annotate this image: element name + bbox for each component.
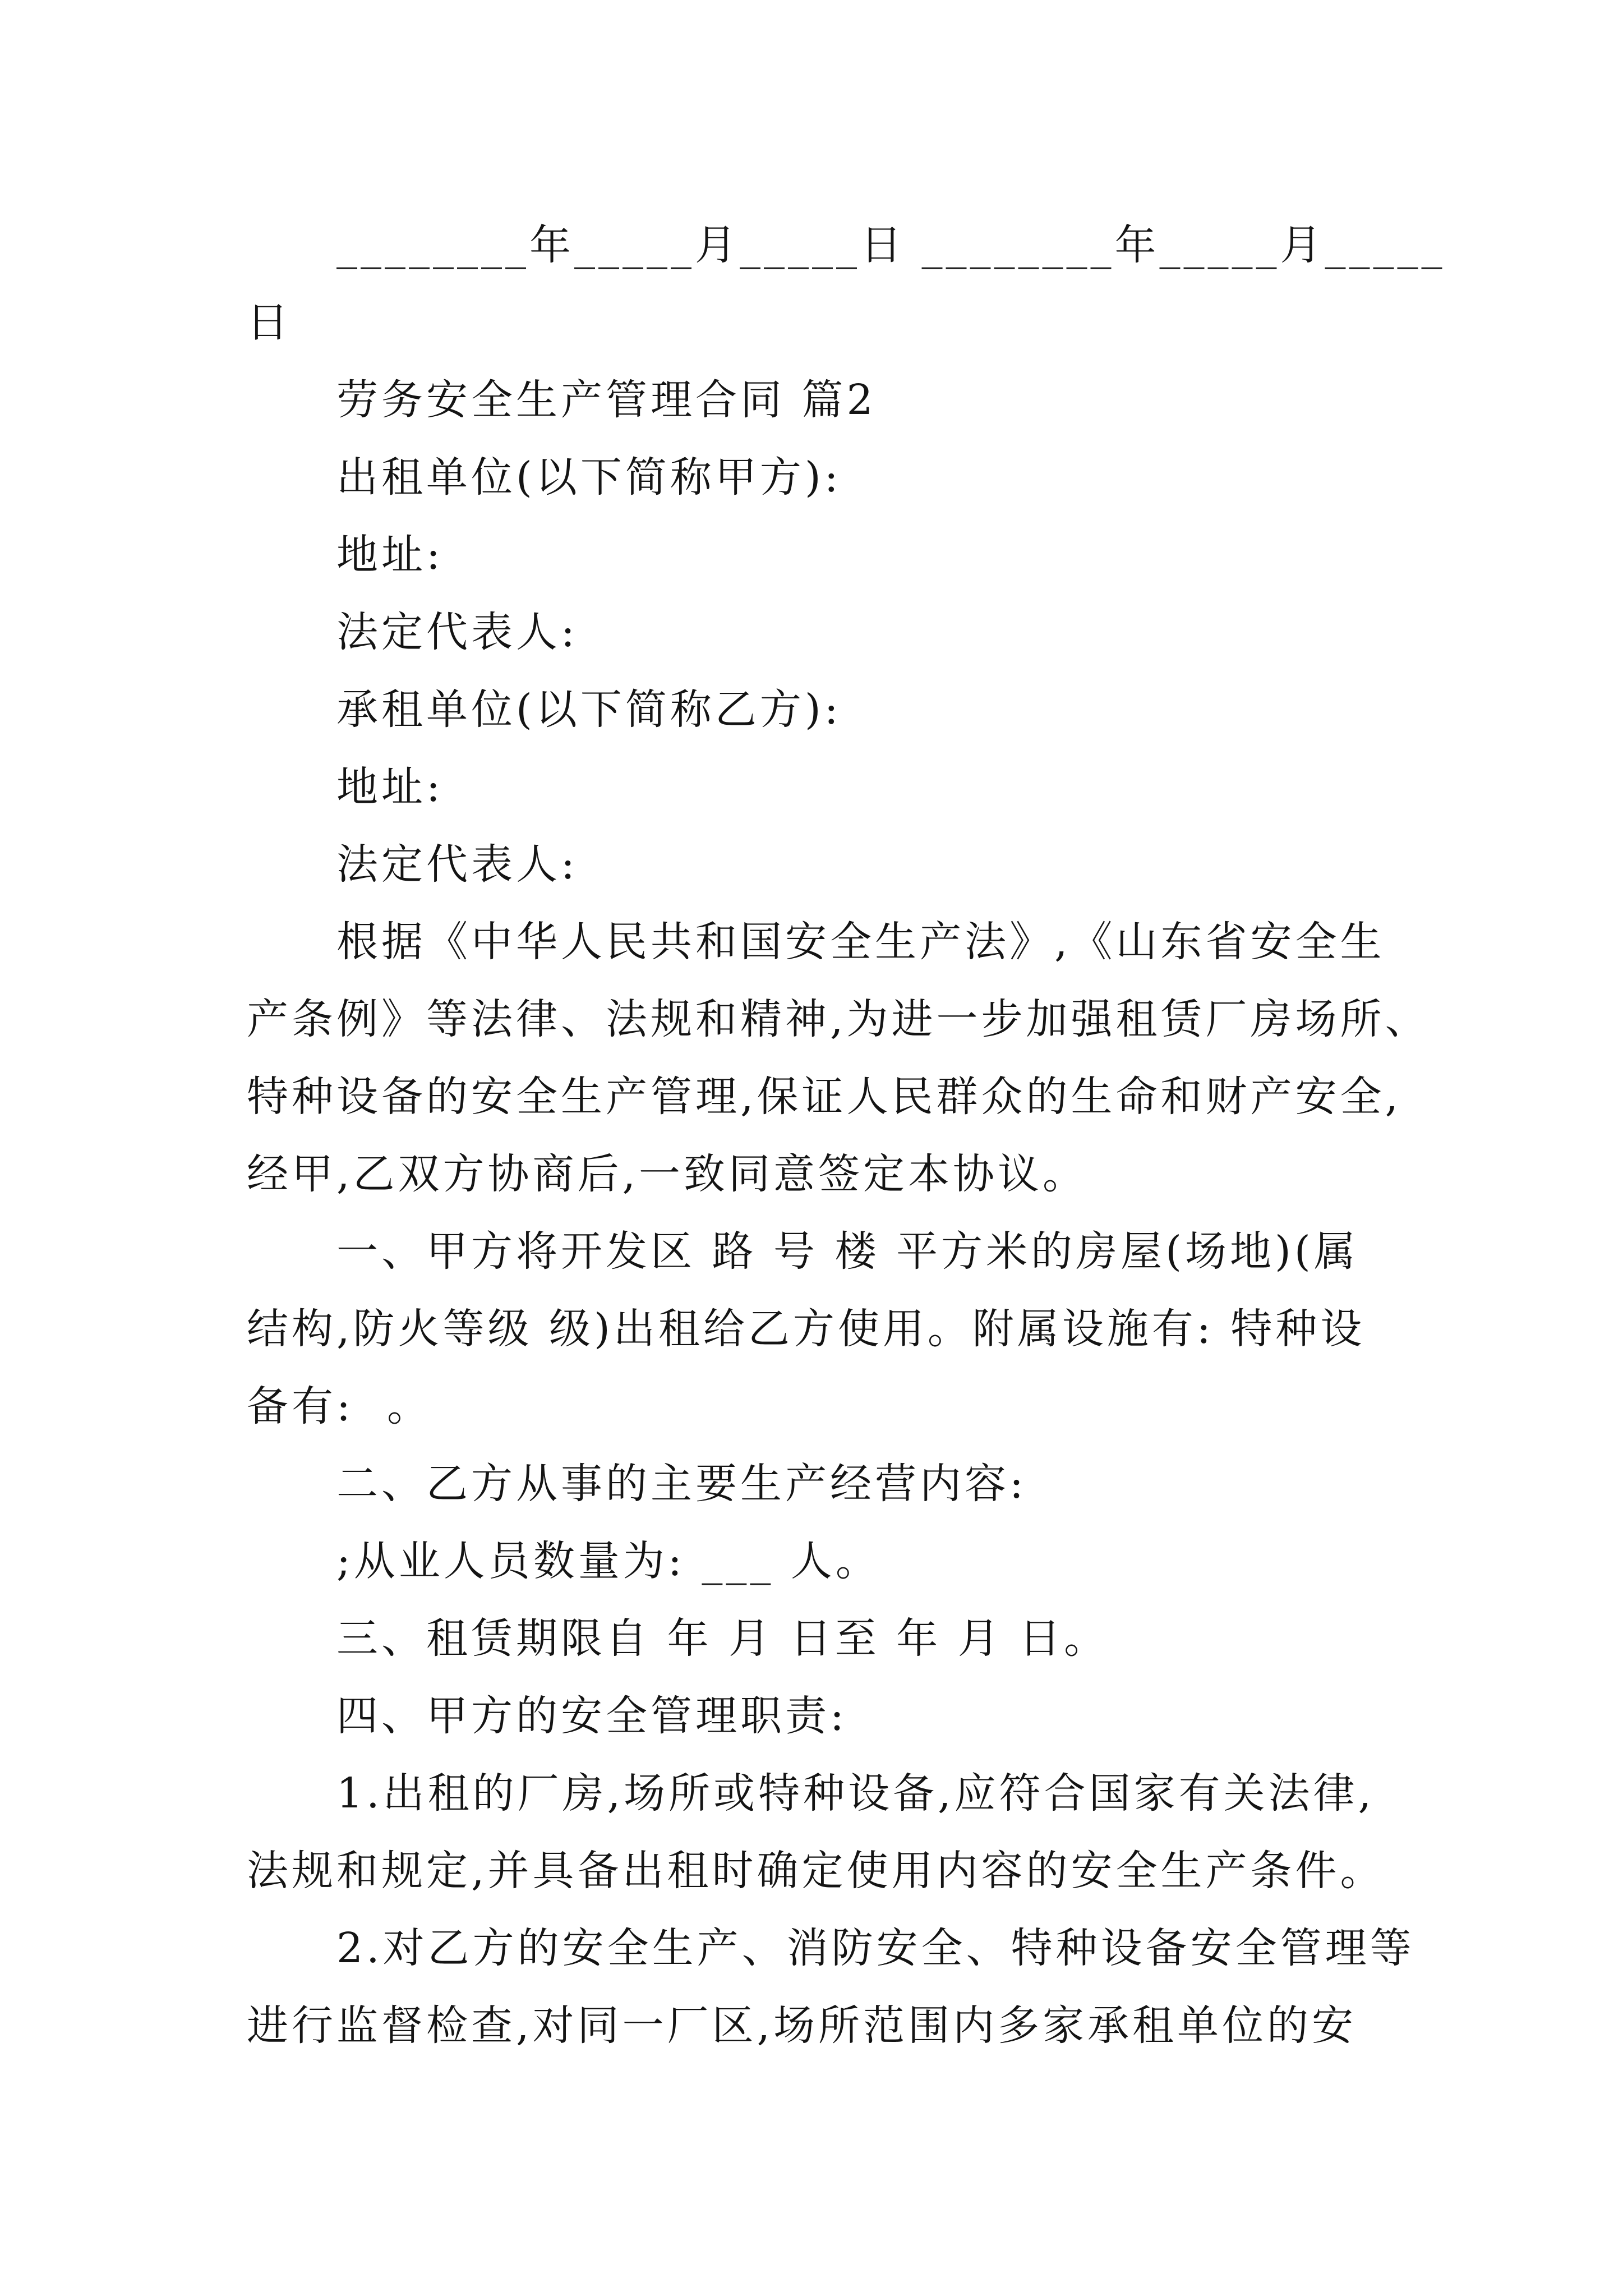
paragraph-line: 产条例》等法律、法规和精神,为进一步加强租赁厂房场所、 [247,995,1430,1043]
lessee-representative: 法定代表人: [336,840,578,889]
clause-4-item: 进行监督检查,对同一厂区,场所范围内多家承租单位的安 [247,2001,1357,2050]
lessor-address: 地址: [336,531,444,579]
lessor-field: 出租单位(以下简称甲方): [336,453,842,501]
clause-4-item: 1.出租的厂房,场所或特种设备,应符合国家有关法律, [336,1769,1375,1818]
paragraph-line: 根据《中华人民共和国安全生产法》,《山东省安全生 [336,918,1385,966]
clause-1-line: 备有: 。 [247,1382,432,1430]
date-line-cont: 日 [247,298,292,347]
section-title: 劳务安全生产管理合同 篇2 [336,376,877,424]
lessee-field: 承租单位(以下简称乙方): [336,685,842,734]
lessor-representative: 法定代表人: [336,608,578,656]
paragraph-line: 特种设备的安全生产管理,保证人民群众的生命和财产安全, [247,1073,1402,1121]
clause-1-line: 一、甲方将开发区 路 号 楼 平方米的房屋(场地)(属 [336,1227,1359,1276]
clause-4-item: 2.对乙方的安全生产、消防安全、特种设备安全管理等 [336,1924,1415,1972]
date-line: ________年_____月_____日 ________年_____月_____ [336,221,1446,269]
lessee-address: 地址: [336,763,444,811]
clause-1-line: 结构,防火等级 级)出租给乙方使用。附属设施有: 特种设 [247,1305,1366,1353]
paragraph-line: 经甲,乙双方协商后,一致同意签定本协议。 [247,1150,1088,1198]
clause-3-line: 三、租赁期限自 年 月 日至 年 月 日。 [336,1614,1109,1663]
clause-2-line: 二、乙方从事的主要生产经营内容: [336,1460,1027,1508]
clause-4-title: 四、甲方的安全管理职责: [336,1692,847,1740]
clause-4-item: 法规和规定,并具备出租时确定使用内容的安全生产条件。 [247,1847,1385,1895]
clause-2-line: ;从业人员数量为: ___ 人。 [336,1537,880,1585]
